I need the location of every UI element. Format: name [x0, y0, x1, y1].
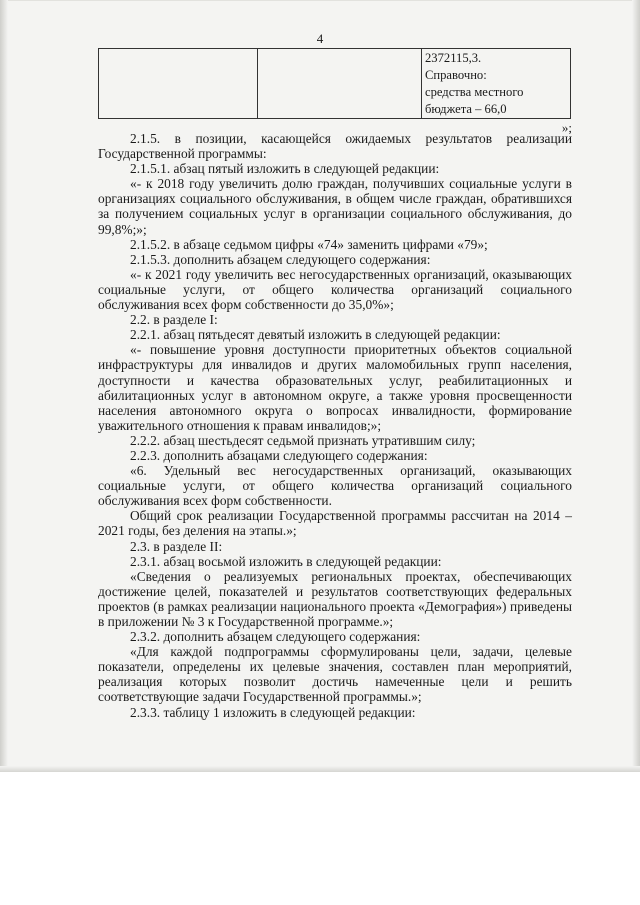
document-body: [98, 131, 572, 720]
paragraph: 2.1.5.3. дополнить абзацем следующего содержания:: [130, 251, 431, 267]
paragraph: 2.2.2. абзац шестьдесят седьмой признать утратившим силу;: [130, 432, 476, 448]
table-cell-1: [99, 49, 258, 119]
paragraph: 2.2.3. дополнить абзацами следующего содержания:: [130, 447, 428, 463]
page-number: 4: [316, 31, 324, 46]
paragraph: «Сведения о реализуемых региональных проектах, обеспечивающих достижение целей, показателей и результатов соответствующих федеральных проектов (в рамках реализации национального проекта «Демография») приведены в приложении № 3 к Государственной программе.»;: [98, 568, 572, 629]
paragraph: 2.1.5. в позиции, касающейся ожидаемых результатов реализации Государственной программы:: [98, 131, 572, 162]
table-cell-3: 2372115,3. Справочно: средства местного бюджета – 66,0: [422, 49, 571, 119]
paragraph: «- к 2018 году увеличить долю граждан, получивших социальные услуги в организациях социального обслуживания, в общем числе граждан, обратившихся за получением социальных услуг в организации социального обслуживания, до 99,8%;»;: [98, 176, 572, 237]
scan-edge-left: [0, 0, 8, 772]
table-fragment: [98, 48, 571, 119]
scan-edge-bottom: [0, 766, 640, 772]
paragraph: 2.3.2. дополнить абзацем следующего содержания:: [130, 629, 421, 645]
paragraph: 2.3.3. таблицу 1 изложить в следующей редакции:: [130, 704, 416, 720]
quote-close: »;: [561, 120, 572, 135]
scan-edge-right: [632, 0, 640, 772]
table-row: [99, 49, 571, 119]
paragraph: «- повышение уровня доступности приоритетных объектов социальной инфраструктуры для инвалидов и других маломобильных групп населения, доступности и качества образовательных услуг, реабилитационных и абилитационных услуг в автономном округе, а также уровня просвещенности населения автономного округа о вопросах инвалидности, формирование уважительного отношения к правам инвалидов;»;: [98, 342, 572, 433]
paragraph: Общий срок реализации Государственной программы рассчитан на 2014 – 2021 годы, без деления на этапы.»;: [98, 508, 572, 539]
paragraph: «Для каждой подпрограммы сформулированы цели, задачи, целевые показатели, определены их целевые значения, составлен план мероприятий, реализация которых позволит достичь намеченные цели и решить соответствующие задачи Государственной программы.»;: [98, 644, 572, 705]
paragraph: «- к 2021 году увеличить вес негосударственных организаций, оказывающих социальные услуги, от общего количества организаций социального обслуживания всех форм собственности до 35,0%»;: [98, 266, 572, 313]
paragraph: 2.1.5.2. в абзаце седьмом цифры «74» заменить цифрами «79»;: [130, 236, 488, 252]
paragraph: «6. Удельный вес негосударственных организаций, оказывающих социальные услуги, от общего количества организаций социального обслуживания всех форм собственности.: [98, 463, 572, 509]
paragraph: 2.3.1. абзац восьмой изложить в следующей редакции:: [130, 553, 442, 569]
paragraph: 2.3. в разделе II:: [130, 538, 223, 554]
paragraph: 2.2.1. абзац пятьдесят девятый изложить в следующей редакции:: [130, 327, 501, 343]
paragraph: 2.2. в разделе I:: [130, 312, 218, 328]
table-cell-2: [258, 49, 422, 119]
paragraph: 2.1.5.1. абзац пятый изложить в следующей редакции:: [130, 161, 440, 177]
